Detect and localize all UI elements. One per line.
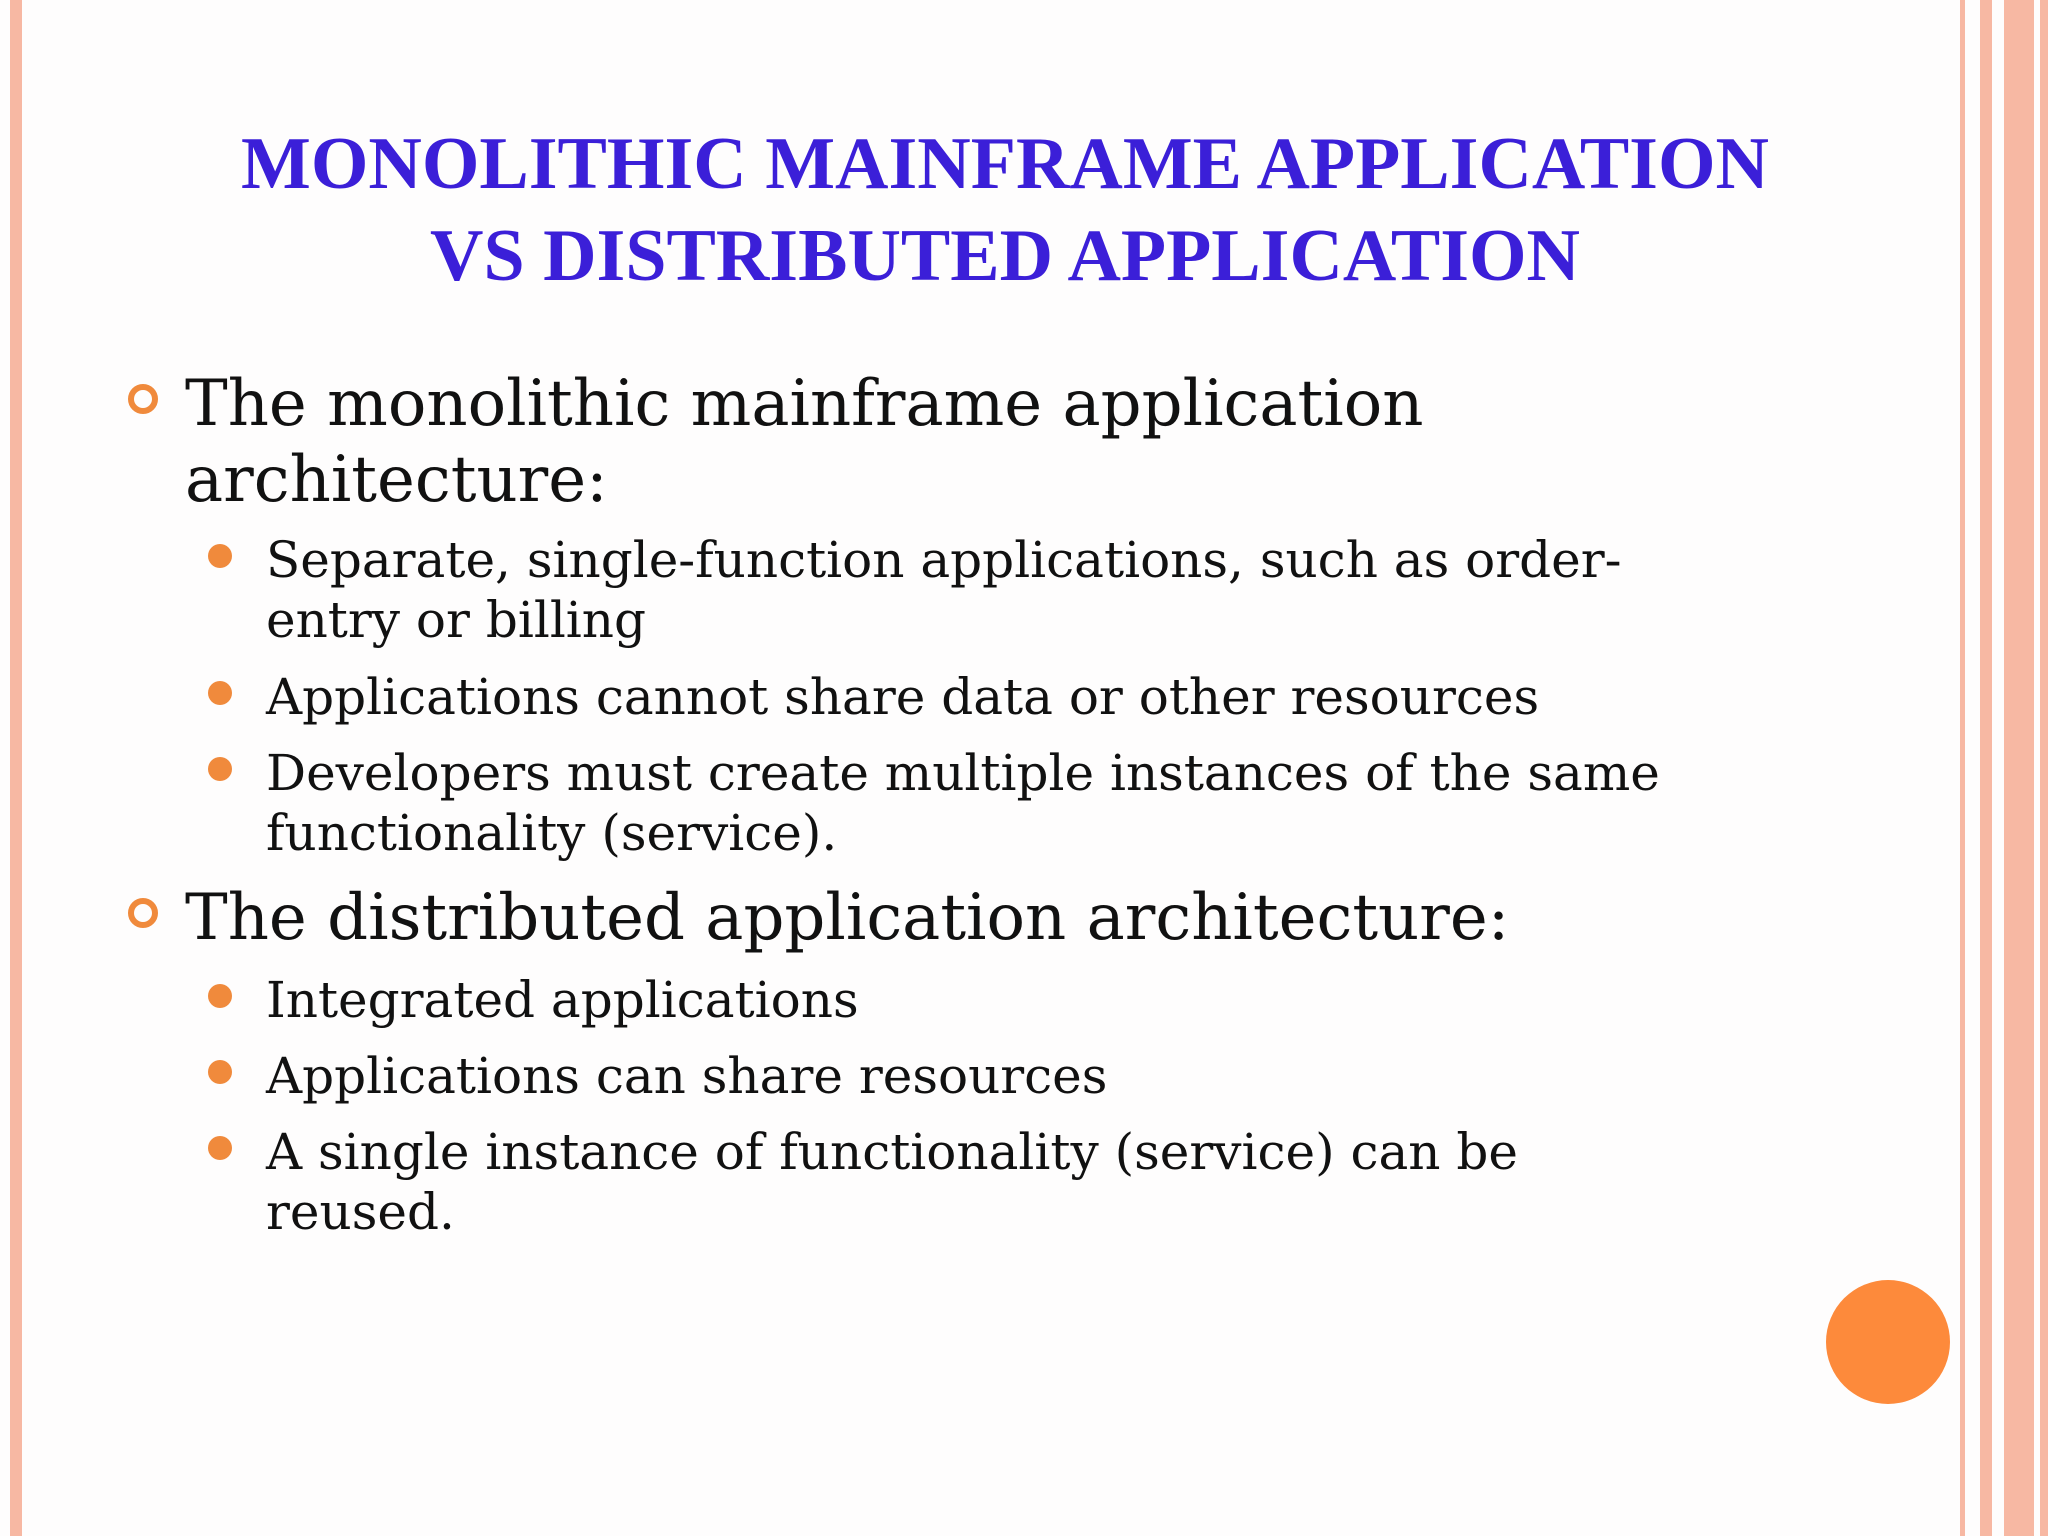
title-line: MONOLITHIC MAINFRAME APPLICATION — [241, 123, 1769, 205]
sub-bullet-text: functionality (service). — [266, 804, 838, 862]
sub-bullet-text: Applications cannot share data or other resources — [266, 668, 1540, 726]
bullet-item — [185, 368, 1423, 440]
bullet-text: The distributed application architecture: — [185, 881, 1510, 955]
bullet-text: The monolithic mainframe application — [185, 367, 1424, 441]
dot-bullet-icon — [208, 1136, 232, 1160]
dot-bullet-icon — [208, 757, 232, 781]
dot-bullet-icon — [208, 681, 232, 705]
sub-bullet-text: Developers must create multiple instances of the same — [266, 744, 1660, 802]
bullet-text: architecture: — [185, 443, 608, 517]
dot-bullet-icon — [208, 544, 232, 568]
sub-bullet-text: Applications can share resources — [266, 1047, 1108, 1105]
bullet-item — [185, 882, 1509, 954]
bullet-item-continuation — [185, 444, 608, 516]
sub-bullet-item — [266, 667, 1539, 727]
ring-bullet-icon — [128, 898, 158, 928]
dot-bullet-icon — [208, 984, 232, 1008]
sub-bullet-text: A single instance of functionality (service) can be — [266, 1123, 1519, 1181]
sub-bullet-text: Integrated applications — [266, 971, 859, 1029]
sub-bullet-text: Separate, single-function applications, such as order- — [266, 531, 1622, 589]
title-line: VS DISTRIBUTED APPLICATION — [430, 215, 1580, 297]
sub-bullet-item — [266, 743, 1660, 863]
dot-bullet-icon — [208, 1060, 232, 1084]
sub-bullet-item — [266, 1122, 1518, 1242]
decorative-circle — [1826, 1280, 1950, 1404]
sub-bullet-text: reused. — [266, 1183, 455, 1241]
sub-bullet-item — [266, 970, 859, 1030]
sub-bullet-item — [266, 1046, 1107, 1106]
sub-bullet-item — [266, 530, 1622, 650]
ring-bullet-icon — [128, 384, 158, 414]
sub-bullet-text: entry or billing — [266, 591, 647, 649]
